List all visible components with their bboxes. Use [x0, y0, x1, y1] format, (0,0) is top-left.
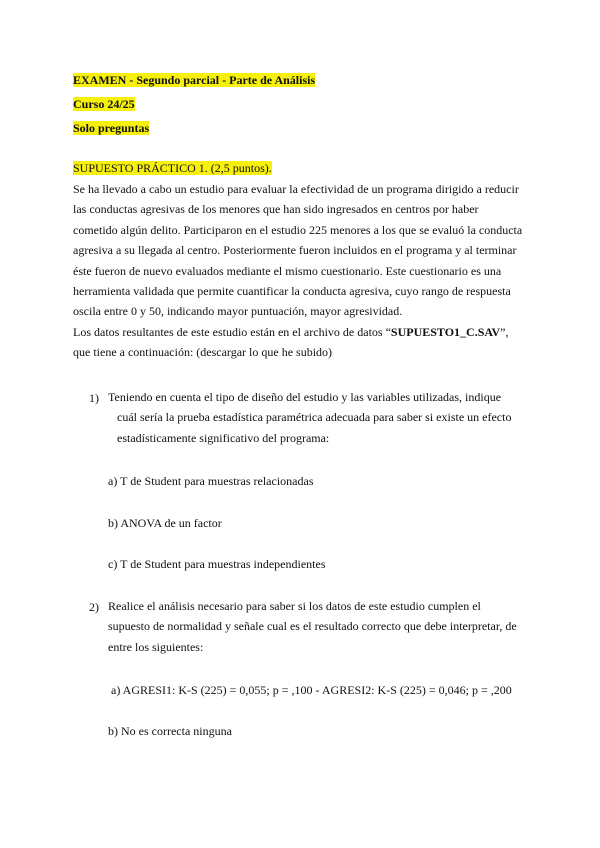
question-1-option-b: b) ANOVA de un factor	[108, 516, 222, 530]
question-line: Teniendo en cuenta el tipo de diseño del estudio y las variables utilizadas, indique	[108, 390, 502, 404]
question-number: 2)	[89, 600, 99, 614]
question-1-option-a: a) T de Student para muestras relacionadas	[108, 474, 314, 488]
course-text: Curso 24/25	[73, 97, 135, 111]
paragraph-line: oscila entre 0 y 50, indicando mayor puntuación, mayor agresividad.	[73, 304, 403, 319]
paragraph-line: herramienta validada que permite cuantificar la conducta agresiva, cuyo rango de respuesta	[73, 284, 511, 299]
note-line	[73, 120, 149, 136]
question-line: estadísticamente significativo del programa:	[117, 430, 330, 445]
paragraph-line: éste fueron de nuevo evaluados mediante el mismo cuestionario. Este cuestionario es una	[73, 263, 502, 278]
data-line-2: que tiene a continuación: (descargar lo que he subido)	[73, 345, 333, 360]
paragraph-line: las conductas agresivas de los menores que han sido ingresados en centros por haber	[73, 202, 479, 217]
course-line	[73, 96, 135, 112]
data-file-name: SUPUESTO1_C.SAV	[390, 324, 501, 339]
data-line-suffix: ”,	[500, 324, 509, 339]
exam-title	[73, 72, 315, 88]
paragraph-line: agresiva a su llegada al centro. Posteriormente fueron incluidos en el programa y al terminar	[73, 243, 517, 258]
question-2-option-a: a) AGRESI1: K-S (225) = 0,055; p = ,100 - AGRESI2: K-S (225) = 0,046; p = ,200	[111, 683, 512, 697]
note-text: Solo preguntas	[73, 121, 150, 135]
exam-title-text: EXAMEN - Segundo parcial - Parte de Análisis	[73, 73, 316, 87]
question-1-option-c: c) T de Student para muestras independientes	[108, 557, 326, 571]
question-line: Realice el análisis necesario para saber si los datos de este estudio cumplen el	[108, 599, 481, 613]
paragraph-line: Se ha llevado a cabo un estudio para evaluar la efectividad de un programa dirigido a reducir	[73, 182, 519, 196]
question-line: supuesto de normalidad y señale cual es el resultado correcto que debe interpretar, de	[108, 619, 517, 634]
question-line: entre los siguientes:	[108, 639, 204, 654]
question-1-text	[108, 387, 538, 448]
question-2-text	[108, 596, 538, 657]
case-heading-text: SUPUESTO PRÁCTICO 1. (2,5 puntos).	[73, 161, 272, 175]
question-2-option-b: b) No es correcta ninguna	[108, 724, 232, 738]
case-paragraph	[73, 179, 535, 363]
paragraph-line: cometido algún delito. Participaron en el estudio 225 menores a los que se evaluó la conducta	[73, 222, 523, 237]
case-heading	[73, 160, 272, 176]
data-file-line	[73, 322, 535, 342]
data-line-prefix: Los datos resultantes de este estudio están en el archivo de datos “	[73, 324, 391, 339]
question-line: cuál sería la prueba estadística paramétrica adecuada para saber si existe un efecto	[117, 410, 512, 425]
question-number: 1)	[89, 391, 99, 405]
